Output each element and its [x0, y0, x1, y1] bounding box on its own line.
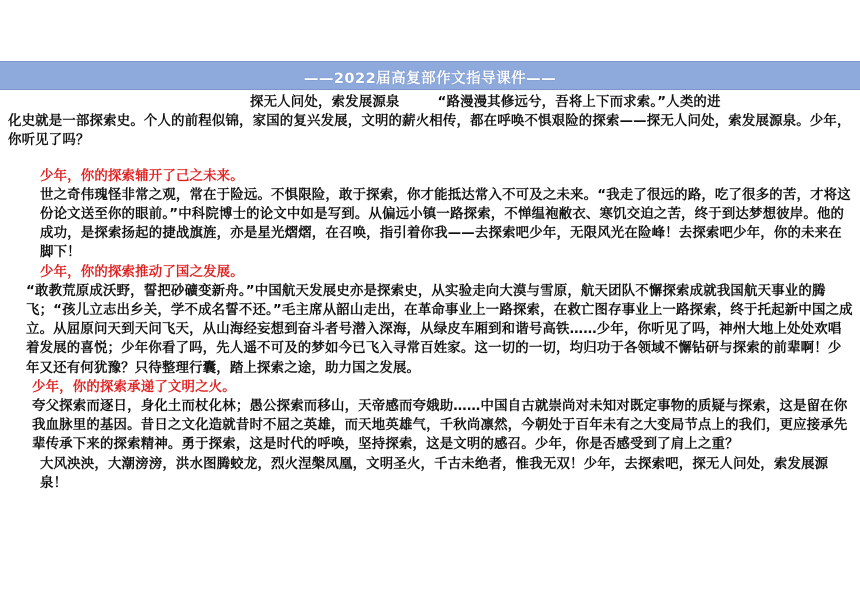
essay-title-line: [8, 93, 854, 112]
body-paragraph-1: 世之奇伟瑰怪非常之观，常在于险远。不惧限险，敢于探索，你才能抵达常入不可及之未来。“我走了很远的路，吃了很多的苦，才将这份论文送至你的眼前。”中科院博士的论文中如是写到。从偏远小镇一路探索，不惮缊袍敝衣、寒饥交迫之苦，终于到达梦想彼岸。他的成功，是探索扬起的捷战旗旌，亦是星光熠熠，在召唤，指引着你我——去探索吧少年，无限风光在险峰！去探索吧少年，你的未来在脚下！: [40, 187, 851, 261]
body-paragraph-3: 夸父探索而逐日，身化土而杖化林；愚公探索而移山，天帝感而夸娥助……中国自古就崇尚对未知对既定事物的质疑与探索，这是留在你我血脉里的基因。昔日之文化造就昔时不屈之英雄，而天地英雄气，千秋尚凛然，今朝处于百年未有之大变局节点上的我们，更应接承先辈传承下来的探索精神。勇于探索，这是时代的呼唤，坚持探索，这是文明的感召。少年，你是否感受到了肩上之重？: [32, 399, 848, 453]
section-heading-3: 少年，你的探索承递了文明之火。: [32, 379, 236, 395]
section-heading-2: 少年，你的探索推动了国之发展。: [40, 264, 244, 280]
intro-quote: “路漫漫其修远兮，吾将上下而求索。”人类的进: [437, 95, 721, 110]
essay-title: 探无人问处，索发展源泉: [250, 95, 400, 110]
section-heading-1: 少年，你的探索辅开了己之未来。: [40, 168, 244, 184]
header-banner: [0, 61, 860, 90]
banner-title: ——2022届高复部作文指导课件——: [303, 71, 557, 87]
body-paragraph-4: 大风泱泱，大潮滂滂，洪水图腾蛟龙，烈火涅槃凤凰，文明圣火，千古未绝者，惟我无双！少年，去探索吧，探无人问处，索发展源泉！: [40, 456, 829, 491]
body-paragraph-2: “敢教荒原成沃野，誓把砂礦变新舟。”中国航天发展史亦是探索史，从实验走向大漠与雪原，航天团队不懈探索成就我国航天事业的腾飞；“孩儿立志出乡关，学不成名誓不还。”毛主席从韶山走出，在革命事业上一路探索，在救亡图存事业上一路探索，终于托起新中国之成立。从屈原问天到天问飞天，从山海经妄想到奋斗者号潜入深海，从绿皮车厢到和谐号高铁……少年，你听见了吗，神州大地上处处欢唱着发展的喜悦；少年你看了吗，先人遥不可及的梦如今已飞入寻常百姓家。这一切的一切，均归功于各领域不懈钻研与探索的前辈啊！少年又还有何犹豫？只待整理行囊，踏上探索之途，助力国之发展。: [26, 283, 853, 376]
intro-paragraph: 化史就是一部探索史。个人的前程似锦，家国的复兴发展，文明的薪火相传，都在呼唤不惧艰险的探索——探无人问处，索发展源泉。少年，你听见了吗？: [8, 114, 851, 149]
essay-body: [8, 93, 854, 493]
spacer: [8, 151, 854, 167]
